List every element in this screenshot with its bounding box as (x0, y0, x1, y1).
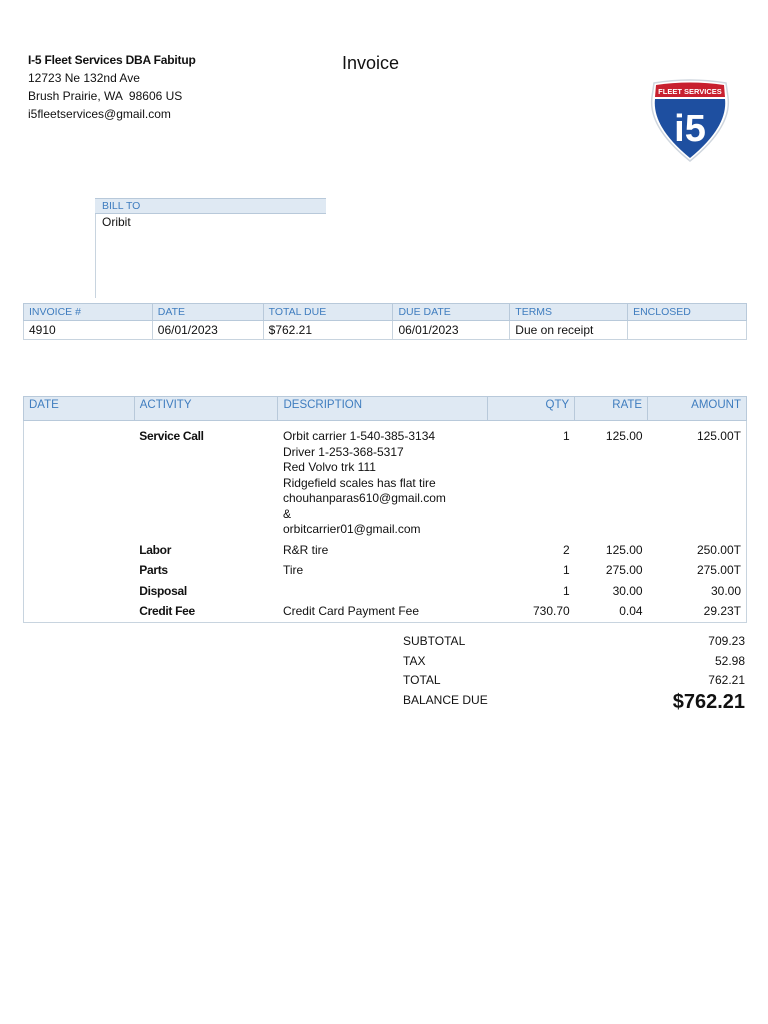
item-description-line: & (282, 506, 291, 521)
item-date (24, 581, 135, 602)
company-email: i5fleetservices@gmail.com (28, 107, 171, 121)
item-description: Tire (282, 563, 304, 577)
item-amount: 125.00T (648, 421, 747, 540)
item-qty: 1 (563, 429, 570, 443)
item-qty: 1 (563, 583, 570, 598)
subtotal-row (403, 632, 745, 652)
item-qty: 2 (563, 542, 570, 557)
invoice-info-table (23, 303, 747, 340)
item-date (24, 601, 135, 622)
tax-label: TAX (403, 653, 426, 668)
item-amount: 250.00T (648, 540, 747, 561)
company-address-line1: 12723 Ne 132nd Ave (28, 71, 140, 85)
items-header-activity: ACTIVITY (134, 397, 278, 421)
bill-to-divider (95, 214, 96, 298)
item-activity: Labor (139, 542, 172, 557)
invoice-terms: Due on receipt (510, 321, 628, 340)
item-activity: Credit Fee (134, 601, 278, 622)
item-amount: 275.00T (648, 560, 747, 581)
total-label: TOTAL (403, 673, 441, 687)
item-rate: 275.00 (605, 563, 643, 577)
item-rate: 125.00 (605, 542, 643, 557)
i5-shield-logo (648, 75, 732, 165)
bill-to-label: BILL TO (95, 198, 326, 214)
item-date (24, 560, 135, 581)
item-description: R&R tire (282, 542, 329, 557)
item-date (24, 421, 135, 540)
invoice-due-date: 06/01/2023 (393, 321, 510, 340)
document-title: Invoice (342, 53, 400, 73)
item-amount: 29.23T (648, 601, 747, 622)
item-date (24, 540, 135, 561)
tax-row (403, 652, 745, 672)
subtotal-label: SUBTOTAL (403, 634, 466, 648)
items-header-description: DESCRIPTION (278, 397, 488, 421)
item-rate: 0.04 (575, 601, 648, 622)
item-description-line: Red Volvo trk 111 (282, 460, 376, 474)
item-description (278, 421, 488, 540)
total-value: 762.21 (708, 673, 745, 687)
item-qty: 730.70 (488, 601, 575, 622)
table-row (24, 421, 747, 540)
table-row (24, 540, 747, 561)
info-header-total-due: TOTAL DUE (263, 304, 393, 321)
line-items-body (24, 421, 747, 623)
table-row (24, 601, 747, 622)
items-header-rate: RATE (575, 397, 648, 421)
item-activity: Disposal (139, 583, 187, 598)
balance-due-value: $762.21 (672, 690, 745, 713)
invoice-number: 4910 (24, 321, 153, 340)
info-header-enclosed: ENCLOSED (628, 304, 747, 321)
item-rate: 30.00 (612, 583, 643, 598)
logo-banner-text: FLEET SERVICES (658, 87, 722, 96)
company-block (28, 51, 196, 123)
logo-shield-text: i5 (674, 108, 706, 150)
invoice-total-due: $762.21 (263, 321, 393, 340)
total-row (403, 671, 745, 691)
info-header-invoice-no: INVOICE # (24, 304, 153, 321)
item-description-line: Ridgefield scales has flat tire (282, 475, 436, 490)
items-header-date: DATE (24, 397, 135, 421)
item-description: Credit Card Payment Fee (278, 601, 488, 622)
item-qty: 1 (563, 563, 570, 577)
company-name: I-5 Fleet Services DBA Fabitup (28, 53, 196, 67)
info-header-terms: TERMS (510, 304, 628, 321)
balance-due-label: BALANCE DUE (403, 692, 488, 707)
items-header-amount: AMOUNT (648, 397, 747, 421)
item-description-line: orbitcarrier01@gmail.com (282, 522, 421, 536)
item-description (278, 581, 488, 602)
balance-due-row (403, 691, 745, 711)
tax-value: 52.98 (714, 653, 745, 668)
totals-block (403, 632, 745, 713)
line-items-table (23, 396, 747, 623)
table-row (24, 560, 747, 581)
company-address-line2: Brush Prairie, WA 98606 US (28, 89, 183, 103)
item-rate: 125.00 (605, 429, 643, 443)
table-row (24, 581, 747, 602)
item-amount: 30.00 (648, 581, 747, 602)
item-activity: Parts (139, 563, 168, 577)
invoice-date: 06/01/2023 (152, 321, 263, 340)
item-activity: Service Call (139, 429, 204, 443)
subtotal-value: 709.23 (708, 634, 745, 648)
item-description-line: Orbit carrier 1-540-385-3134 (282, 429, 436, 443)
item-description-line: Driver 1-253-368-5317 (282, 444, 404, 459)
info-header-date: DATE (152, 304, 263, 321)
info-header-due-date: DUE DATE (393, 304, 510, 321)
item-description-line: chouhanparas610@gmail.com (282, 491, 446, 505)
invoice-enclosed (628, 321, 747, 340)
items-header-qty: QTY (488, 397, 575, 421)
bill-to-value: Oribit (102, 215, 131, 229)
